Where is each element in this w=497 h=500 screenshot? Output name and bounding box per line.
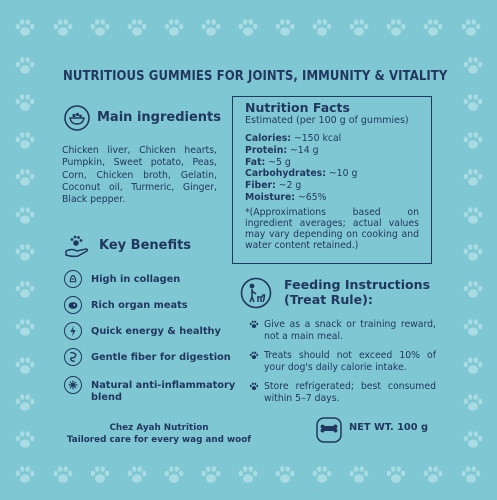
paw-print-icon (385, 465, 407, 485)
paw-bullet-icon (249, 382, 259, 391)
nutrition-value: ~5 g (265, 156, 291, 168)
paw-print-icon (89, 465, 111, 485)
paw-print-icon (462, 356, 484, 376)
paw-print-icon (462, 318, 484, 338)
paw-print-icon (237, 18, 259, 38)
paw-print-icon (422, 18, 444, 38)
paw-print-icon (14, 168, 36, 188)
paw-print-icon (14, 318, 36, 338)
benefit-item-label: Quick energy & healthy (91, 326, 221, 337)
digestion-icon (64, 348, 82, 366)
nutrition-note: *(Approximations based on ingredient averages; actual values may vary depending on cooking and water content retained.) (245, 206, 419, 251)
nutrition-row (245, 157, 419, 169)
feeding-title (284, 277, 430, 307)
nutrition-row (245, 145, 419, 157)
nutrition-value: ~10 g (325, 168, 358, 180)
nutrition-label: Calories: (245, 133, 291, 144)
paw-print-icon (462, 56, 484, 76)
anti-inflammatory-icon (64, 376, 82, 394)
paw-bullet-icon (249, 320, 259, 329)
paw-print-icon (14, 131, 36, 151)
paw-print-icon (460, 465, 482, 485)
paw-print-icon (52, 465, 74, 485)
paw-print-icon (462, 243, 484, 263)
nutrition-value: ~2 g (275, 180, 302, 192)
nutrition-row (245, 180, 419, 192)
bone-icon (316, 417, 342, 443)
paw-print-icon (462, 206, 484, 226)
paw-print-icon (126, 18, 148, 38)
feeding-instruction: Give as a snack or training reward, not a main meal. (264, 319, 436, 342)
paw-print-icon (311, 18, 333, 38)
paw-print-icon (462, 168, 484, 188)
paw-print-icon (311, 465, 333, 485)
paw-print-icon (274, 465, 296, 485)
paw-print-icon (274, 18, 296, 38)
nutrition-label: Fat: (245, 156, 266, 168)
paw-print-icon (14, 243, 36, 263)
paw-print-icon (462, 430, 484, 450)
paw-print-icon (462, 393, 484, 413)
paw-print-icon (348, 18, 370, 38)
feeding-title-line2: (Treat Rule): (284, 292, 373, 307)
benefit-item-label: Natural anti-inflammatory blend (91, 380, 236, 403)
paw-print-icon (14, 206, 36, 226)
feeding-instruction: Treats should not exceed 10% of your dog's daily calorie intake. (264, 350, 436, 373)
nutrition-value: ~150 kcal (291, 133, 342, 144)
paw-print-icon (200, 18, 222, 38)
nutrition-value: ~65% (295, 191, 327, 203)
paw-print-icon (462, 93, 484, 113)
paw-print-icon (14, 18, 36, 38)
feeding-instruction: Store refrigerated; best consumed within 5–7 days. (264, 381, 436, 404)
brand-name: Chez Ayah Nutrition (109, 423, 209, 433)
nutrition-label: Moisture: (245, 191, 296, 203)
ingredients-text: Chicken liver, Chicken hearts, Pumpkin, Sweet potato, Peas, Corn, Chicken broth, Gelatin, Coconut oil, Turmeric, Ginger, Black pepper. (62, 145, 217, 206)
paw-print-icon (14, 465, 36, 485)
benefits-title: Key Benefits (99, 238, 192, 253)
nutrition-label: Fiber: (245, 180, 276, 192)
nutrition-title: Nutrition Facts (245, 100, 350, 115)
paw-print-icon (460, 18, 482, 38)
paw-print-icon (14, 280, 36, 300)
feeding-title-line1: Feeding Instructions (284, 277, 431, 292)
collagen-icon (64, 270, 82, 288)
paw-print-icon (14, 393, 36, 413)
benefit-item-label: Gentle fiber for digestion (91, 352, 231, 363)
paw-print-icon (348, 465, 370, 485)
paw-print-icon (385, 18, 407, 38)
paw-print-icon (462, 131, 484, 151)
brand-tagline: Tailored care for every wag and woof (66, 434, 252, 445)
nutrition-facts-box (232, 96, 432, 264)
nutrition-row (245, 168, 419, 180)
paw-print-icon (52, 18, 74, 38)
nutrition-value: ~14 g (287, 144, 319, 156)
paw-in-hand-icon (64, 234, 90, 258)
nutrition-row (245, 133, 419, 145)
paw-print-icon (237, 465, 259, 485)
paw-print-icon (14, 56, 36, 76)
nutrition-label: Carbohydrates: (245, 168, 326, 180)
paw-print-icon (14, 430, 36, 450)
paw-print-icon (163, 18, 185, 38)
paw-print-icon (89, 18, 111, 38)
paw-print-icon (422, 465, 444, 485)
paw-print-icon (14, 93, 36, 113)
paw-print-icon (462, 280, 484, 300)
paw-bullet-icon (249, 351, 259, 360)
net-weight: NET WT. 100 g (349, 422, 428, 433)
benefit-item-label: High in collagen (91, 274, 181, 285)
meat-icon (64, 296, 82, 314)
nutrition-label: Protein: (245, 144, 288, 156)
headline: NUTRITIOUS GUMMIES FOR JOINTS, IMMUNITY & VITALITY (63, 68, 448, 84)
brand-block (64, 423, 254, 446)
benefit-item-label: Rich organ meats (91, 300, 188, 311)
person-with-dog-icon (240, 277, 272, 309)
paw-print-icon (126, 465, 148, 485)
paw-print-icon (200, 465, 222, 485)
nutrition-subtitle: Estimated (per 100 g of gummies) (245, 115, 409, 126)
bowl-icon (64, 105, 90, 131)
nutrition-row (245, 192, 419, 204)
energy-icon (64, 322, 82, 340)
paw-print-icon (163, 465, 185, 485)
ingredients-title: Main ingredients (97, 110, 221, 125)
paw-print-icon (14, 356, 36, 376)
